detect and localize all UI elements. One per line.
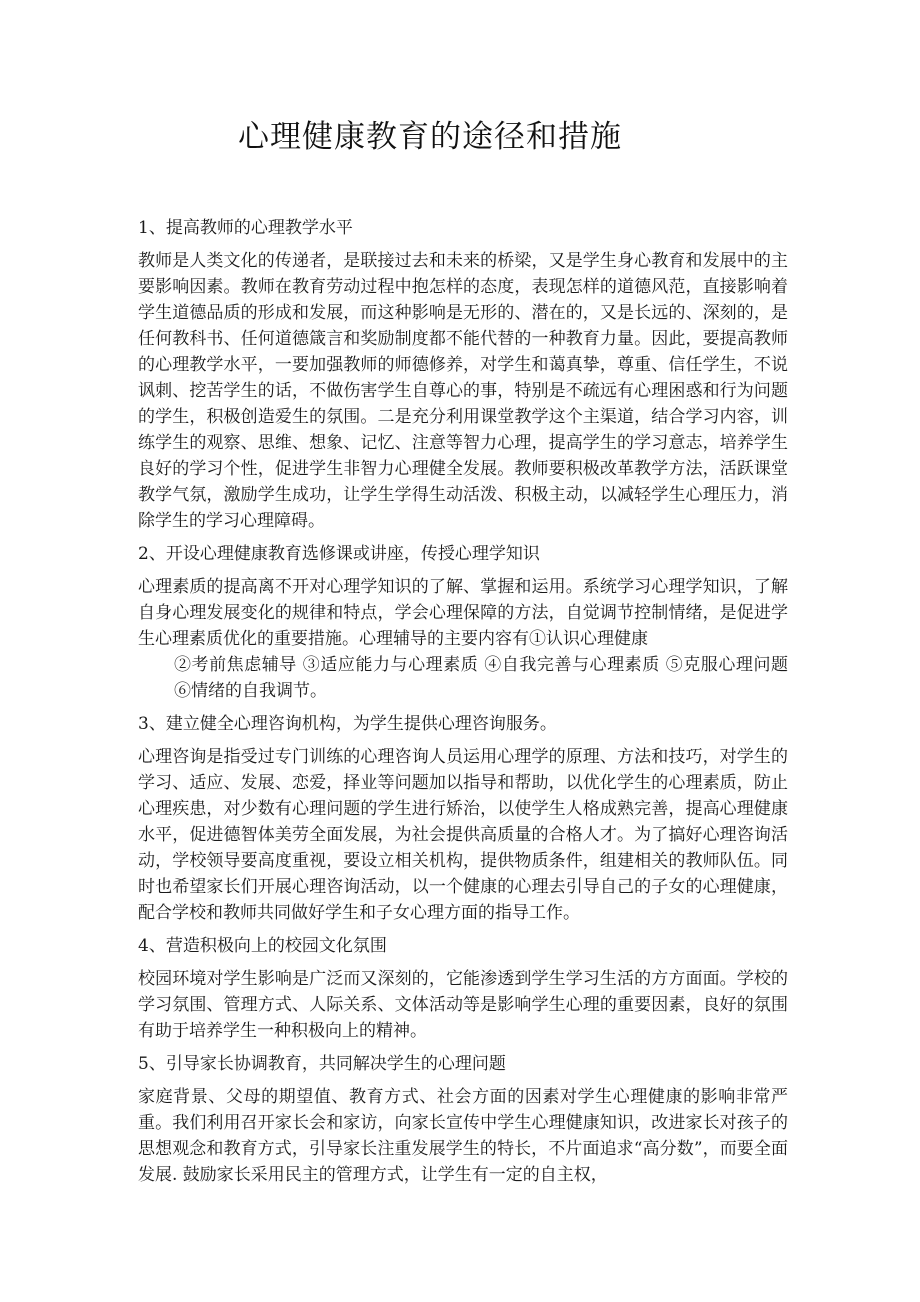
section-heading: 1、提高教师的心理教学水平	[138, 218, 353, 238]
page-title: 心理健康教育的途径和措施	[238, 119, 622, 155]
section-4	[138, 933, 788, 1044]
section-paragraph: 心理素质的提高离不开对心理学知识的了解、掌握和运用。系统学习心理学知识，了解自身心理发展变化的规律和特点，学会心理保障的方法，自觉调节控制情绪，是促进学生心理素质优化的重要措施。心理辅导的主要内容有①认识心理健康	[138, 577, 788, 649]
section-heading: 5、引导家长协调教育，共同解决学生的心理问题	[138, 1054, 506, 1074]
section-paragraph-continuation: ②考前焦虑辅导 ③适应能力与心理素质 ④自我完善与心理素质 ⑤克服心理问题 ⑥情绪的自我调节。	[174, 655, 788, 701]
section-2	[138, 541, 788, 704]
section-3	[138, 711, 788, 926]
section-heading: 4、营造积极向上的校园文化氛围	[138, 936, 387, 956]
section-paragraph: 校园环境对学生影响是广泛而又深刻的，它能渗透到学生学习生活的方方面面。学校的学习氛围、管理方式、人际关系、文体活动等是影响学生心理的重要因素，良好的氛围有助于培养学生一种积极向上的精神。	[138, 969, 788, 1041]
section-5	[138, 1051, 788, 1188]
section-heading: 3、建立健全心理咨询机构，为学生提供心理咨询服务。	[138, 714, 557, 734]
section-paragraph: 家庭背景、父母的期望值、教育方式、社会方面的因素对学生心理健康的影响非常严重。我们利用召开家长会和家访，向家长宣传中学生心理健康知识，改进家长对孩子的思想观念和教育方式，引导家长注重发展学生的特长，不片面追求“高分数”，而要全面发展. 鼓励家长采用民主的管理方式，让学生有一定的自主权，	[138, 1087, 788, 1185]
section-paragraph: 教师是人类文化的传递者，是联接过去和未来的桥梁，又是学生身心教育和发展中的主要影响因素。教师在教育劳动过程中抱怎样的态度，表现怎样的道德风范，直接影响着学生道德品质的形成和发展，而这种影响是无形的、潜在的，又是长远的、深刻的，是任何教科书、任何道德箴言和奖励制度都不能代替的一种教育力量。因此，要提高教师的心理教学水平，一要加强教师的师德修养，对学生和蔼真挚，尊重、信任学生，不说讽刺、挖苦学生的话，不做伤害学生自尊心的事，特别是不疏远有心理困惑和行为问题的学生，积极创造爱生的氛围。二是充分利用课堂教学这个主渠道，结合学习内容，训练学生的观察、思维、想象、记忆、注意等智力心理，提高学生的学习意志，培养学生良好的学习个性，促进学生非智力心理健全发展。教师要积极改革教学方法，活跃课堂教学气氛，激励学生成功，让学生学得生动活泼、积极主动，以减轻学生心理压力，消除学生的学习心理障碍。	[138, 251, 788, 531]
section-heading: 2、开设心理健康教育选修课或讲座，传授心理学知识	[138, 544, 540, 564]
section-1	[138, 215, 788, 534]
document-body	[138, 215, 788, 1195]
section-paragraph: 心理咨询是指受过专门训练的心理咨询人员运用心理学的原理、方法和技巧，对学生的学习、适应、发展、恋爱，择业等问题加以指导和帮助，以优化学生的心理素质，防止心理疾患，对少数有心理问题的学生进行矫治，以使学生人格成熟完善，提高心理健康水平，促进德智体美劳全面发展，为社会提供高质量的合格人才。为了搞好心理咨询活动，学校领导要高度重视，要设立相关机构，提供物质条件，组建相关的教师队伍。同时也希望家长们开展心理咨询活动，以一个健康的心理去引导自己的子女的心理健康，配合学校和教师共同做好学生和子女心理方面的指导工作。	[138, 747, 788, 923]
